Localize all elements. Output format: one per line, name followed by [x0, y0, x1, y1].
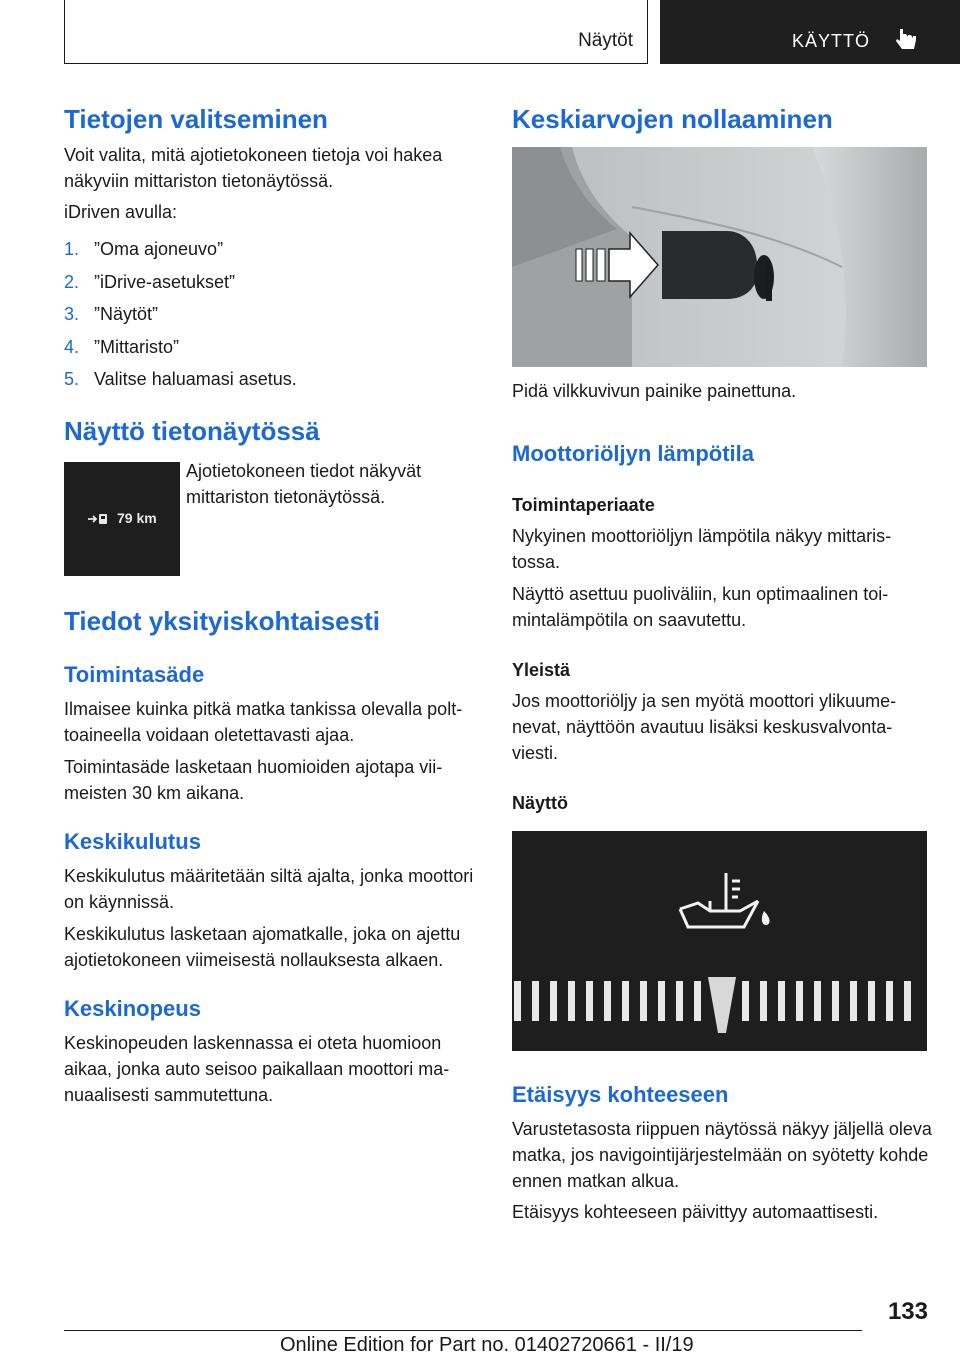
heading-select-data: Tietojen valitseminen [64, 104, 328, 134]
temperature-pointer [708, 977, 736, 1033]
turn-signal-stalk-image [512, 147, 927, 367]
paragraph-general: Jos moottoriöljy ja sen myötä moottori ylikuumenevat, näyttöön avautuu lisäksi keskusvalvontaviesti. [512, 691, 897, 763]
oil-temperature-illustration [512, 831, 927, 1051]
header-section-label: Näytöt [578, 30, 633, 51]
paragraph-display: Ajotietokoneen tiedot näkyvät mittariston tietonäytössä. [186, 461, 422, 507]
paragraph-range-1: Ilmaisee kuinka pitkä matka tankissa olevalla polttoaineella voidaan oletettavasti ajaa. [64, 699, 463, 745]
paragraph-select-1: Voit valita, mitä ajotietokoneen tietoja voi hakea näkyviin mittariston tietonäytössä. [64, 145, 443, 191]
heading-principle: Toimintaperiaate [512, 495, 655, 515]
footer-divider [64, 1330, 862, 1331]
paragraph-reset: Pidä vilkkuvivun painike painettuna. [512, 381, 797, 401]
oil-can-thermometer-icon [680, 873, 758, 927]
range-readout: 79 km [117, 510, 157, 526]
paragraph-select-2: iDriven avulla: [64, 202, 178, 222]
oil-temperature-display-image [512, 831, 927, 1051]
range-display-image [64, 462, 180, 576]
heading-range: Toimintasäde [64, 662, 205, 687]
heading-oil-temperature: Moottoriöljyn lämpötila [512, 441, 754, 466]
paragraph-avg-consumption-1: Keskikulutus määritetään siltä ajalta, jonka moottori on käynnissä. [64, 866, 474, 912]
paragraph-avg-consumption-2: Keskikulutus lasketaan ajomatkalle, joka on ajettu ajotietokoneen viimeisestä nollauksesta alkaen. [64, 924, 461, 970]
paragraph-distance-1: Varustetasosta riippuen näytössä näkyy jäljellä oleva matka, jos navigointijärjestelmään on syötetty kohde ennen matkan alkua. [512, 1119, 932, 1191]
page-number: 133 [887, 1298, 928, 1325]
heading-details: Tiedot yksityiskohtaisesti [64, 606, 380, 636]
header-chapter-tab [660, 0, 960, 64]
heading-reset-averages: Keskiarvojen nollaaminen [512, 104, 833, 134]
heading-display: Näyttö tietonäytössä [64, 416, 320, 446]
range-arrow-icon [88, 513, 110, 525]
paragraph-principle-1: Nykyinen moottoriöljyn lämpötila näkyy mittaristossa. [512, 526, 892, 572]
steering-column-illustration [512, 147, 927, 367]
paragraph-distance-2: Etäisyys kohteeseen päivittyy automaattisesti. [512, 1202, 879, 1222]
header-section-tab [64, 0, 648, 64]
heading-general: Yleistä [512, 660, 571, 680]
heading-avg-consumption: Keskikulutus [64, 829, 201, 854]
heading-display-sub: Näyttö [512, 793, 569, 813]
footer-edition: Online Edition for Part no. 01402720661 - II/19 [280, 1334, 694, 1356]
paragraph-principle-2: Näyttö asettuu puoliväliin, kun optimaalinen toimintalämpötila on saavutettu. [512, 584, 889, 630]
heading-distance: Etäisyys kohteeseen [512, 1082, 729, 1107]
paragraph-range-2: Toimintasäde lasketaan huomioiden ajotapa viimeisten 30 km aikana. [64, 757, 443, 803]
heading-avg-speed: Keskinopeus [64, 996, 201, 1021]
header-chapter-label: KÄYTTÖ [792, 31, 871, 51]
hand-pointer-icon [894, 26, 920, 52]
paragraph-avg-speed: Keskinopeuden laskennassa ei oteta huomioon aikaa, jonka auto seisoo paikallaan moottori manuaalisesti sammutettuna. [64, 1033, 450, 1105]
